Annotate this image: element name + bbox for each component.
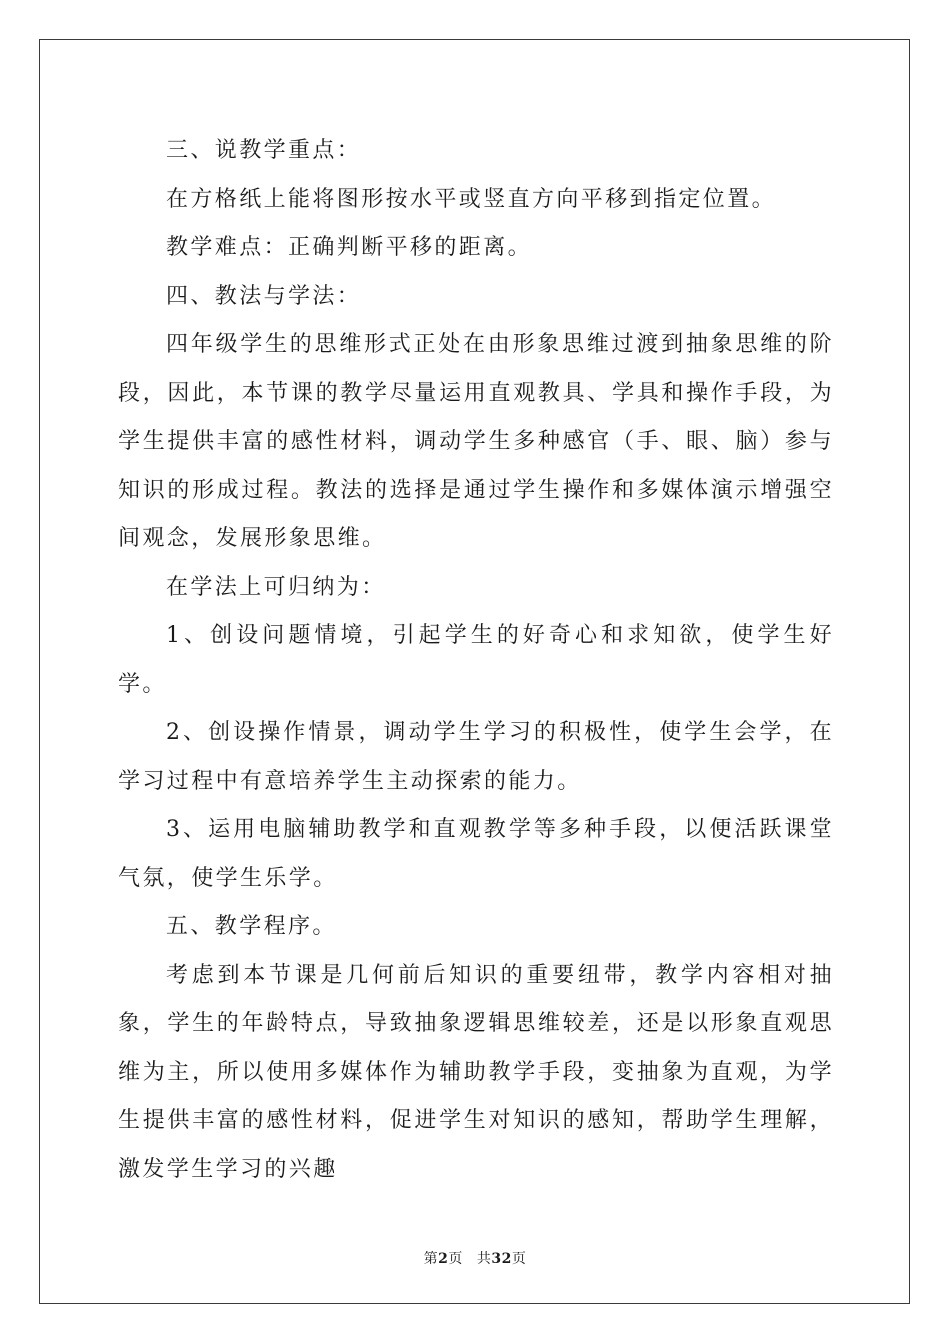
paragraph: 四年级学生的思维形式正处在由形象思维过渡到抽象思维的阶段，因此，本节课的教学尽量运用直观教具、学具和操作手段，为学生提供丰富的感性材料，调动学生多种感官（手、眼、脑）参与知识的形成过程。教法的选择是通过学生操作和多媒体演示增强空间观念，发展形象思维。 xyxy=(118,332,834,551)
page-footer xyxy=(0,1248,950,1268)
paragraph: 五、教学程序。 xyxy=(166,914,337,939)
total-pages: 32 xyxy=(491,1251,512,1267)
paragraph: 三、说教学重点： xyxy=(166,138,362,163)
paragraph: 考虑到本节课是几何前后知识的重要纽带，教学内容相对抽象，学生的年龄特点，导致抽象逻辑思维较差，还是以形象直观思维为主，所以使用多媒体作为辅助教学手段，变抽象为直观，为学生提供丰富的感性材料，促进学生对知识的感知，帮助学生理解，激发学生学习的兴趣 xyxy=(118,962,834,1182)
paragraph: 3、运用电脑辅助教学和直观教学等多种手段，以便活跃课堂气氛，使学生乐学。 xyxy=(118,817,834,891)
page-number: 2 xyxy=(438,1251,449,1267)
paragraph: 四、教法与学法： xyxy=(166,283,362,309)
paragraph: 在学法上可归纳为： xyxy=(166,574,386,600)
paragraph: 教学难点：正确判断平移的距离。 xyxy=(166,235,533,260)
document-body xyxy=(118,127,834,1194)
page-suffix: 页 xyxy=(448,1251,463,1267)
page-prefix: 第 xyxy=(423,1251,439,1267)
total-prefix: 共 xyxy=(476,1251,492,1267)
paragraph: 在方格纸上能将图形按水平或竖直方向平移到指定位置。 xyxy=(166,186,777,212)
paragraph: 1、创设问题情境，引起学生的好奇心和求知欲，使学生好学。 xyxy=(118,623,834,697)
total-suffix: 页 xyxy=(511,1251,527,1267)
paragraph: 2、创设操作情景，调动学生学习的积极性，使学生会学，在学习过程中有意培养学生主动探索的能力。 xyxy=(118,720,834,794)
